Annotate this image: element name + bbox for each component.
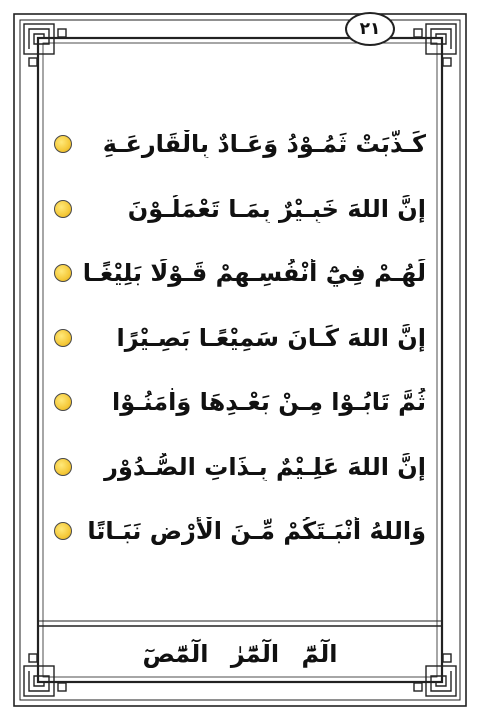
footer-letters — [40, 628, 440, 680]
verse-text: ثُمَّ تَابُـوْا مِـنْ بَعْـدِهَا وَاٰمَنُـوْا — [112, 388, 426, 417]
yellow-circle-bullet-icon — [54, 264, 72, 282]
verse-text: لَهُـمْ فِيْٓ أَنْفُسِـهِمْ قَـوْلًا بَلِيْغًـا — [82, 259, 426, 288]
footer-text: الٓمّٓ الٓمّٓرٰ الٓمّٓصٓ — [142, 640, 338, 668]
verse-line — [48, 435, 432, 500]
yellow-circle-bullet-icon — [54, 135, 72, 153]
verse-text: وَاللهُ أَنْبَـتَكُمْ مِّـنَ الْأَرْضِ نَبَـاتًا — [87, 517, 426, 546]
verse-text: كَـذَّبَتْ ثَمُـوْدُ وَعَـادٌ بِالْقَارِعَـةِ — [102, 130, 426, 159]
yellow-circle-bullet-icon — [54, 329, 72, 347]
yellow-circle-bullet-icon — [54, 393, 72, 411]
verse-text: إِنَّ اللهَ عَلِـيْمٌ بِـذَاتِ الصُّـدُوْرِ — [104, 452, 426, 481]
verse-list — [48, 112, 432, 564]
yellow-circle-bullet-icon — [54, 200, 72, 218]
corner-ornament-top-right — [414, 24, 456, 66]
verse-line — [48, 241, 432, 306]
verse-line — [48, 112, 432, 177]
yellow-circle-bullet-icon — [54, 458, 72, 476]
page-number: ٢١ — [345, 12, 395, 46]
verse-line — [48, 370, 432, 435]
verse-line — [48, 177, 432, 242]
verse-line — [48, 306, 432, 371]
verse-text: إِنَّ اللهَ خَبِـيْرٌ بِمَـا تَعْمَلُـوْنَ — [127, 194, 426, 223]
yellow-circle-bullet-icon — [54, 522, 72, 540]
corner-ornament-top-left — [24, 24, 66, 66]
verse-text: إِنَّ اللهَ كَـانَ سَمِيْعًـا بَصِـيْرًا — [116, 323, 426, 352]
verse-line — [48, 499, 432, 564]
